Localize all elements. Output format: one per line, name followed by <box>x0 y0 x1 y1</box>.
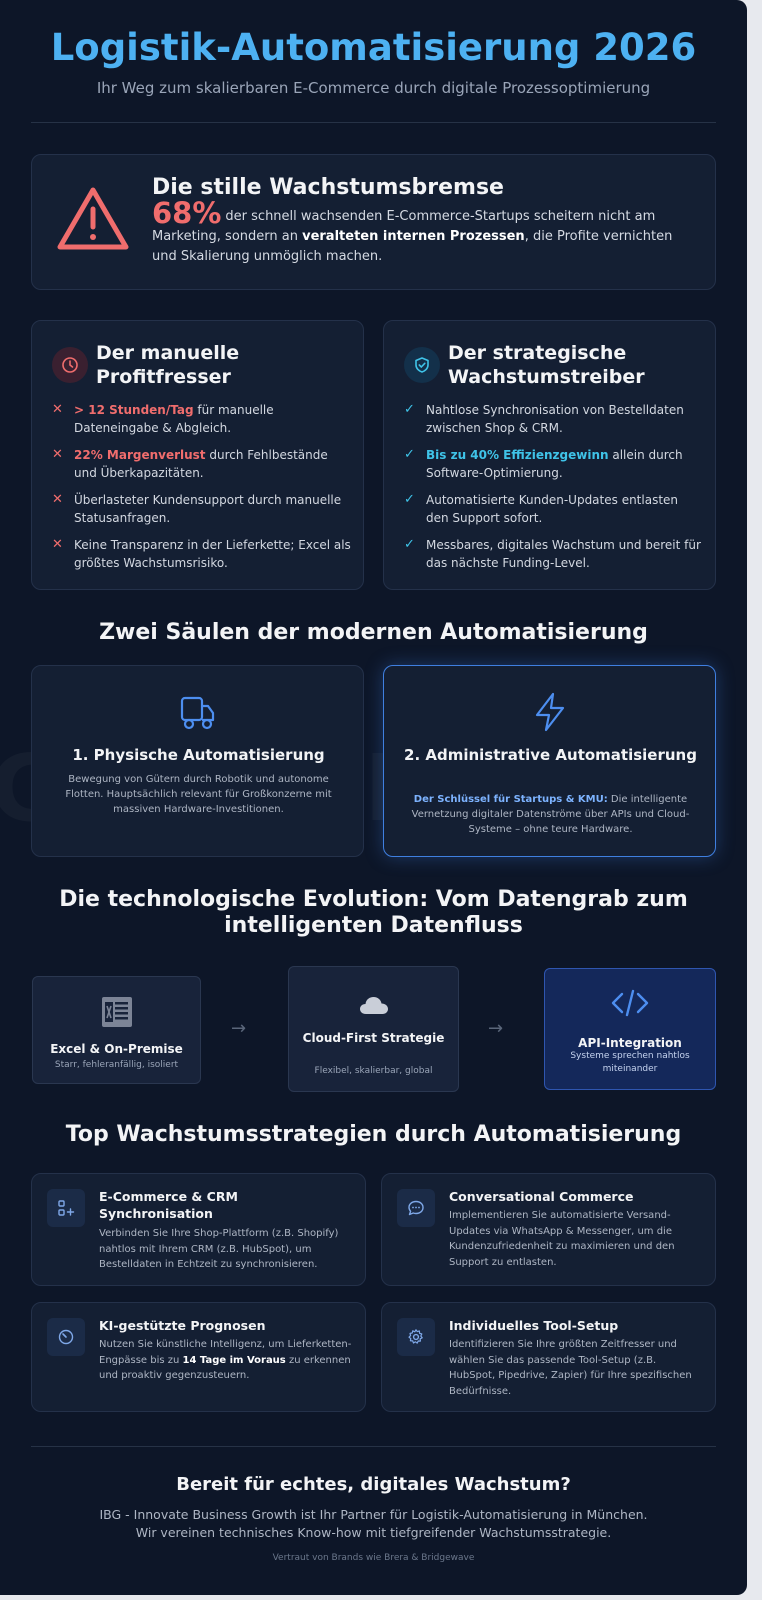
check-icon: ✓ <box>404 537 415 552</box>
strategy-card-conversational <box>381 1173 716 1286</box>
warning-triangle-icon <box>56 185 130 251</box>
page-title: Logistik-Automatisierung 2026 <box>50 26 697 69</box>
cross-icon: ✕ <box>52 492 63 507</box>
list-item <box>52 401 352 437</box>
strategies-title: Top Wachstumsstrategien durch Automatisierung <box>65 1122 682 1147</box>
gear-icon <box>397 1318 435 1356</box>
administrative-automation-text <box>402 792 699 837</box>
item-highlight: Bis zu 40% Effizienzgewinn <box>426 448 609 462</box>
evolution-step-sub: Flexibel, skalierbar, global <box>314 1066 433 1076</box>
item-text: Überlasteter Kundensupport durch manuelle Statusanfragen. <box>74 493 342 525</box>
physical-automation-text: Bewegung von Gütern durch Robotik und autonome Flotten. Hauptsächlich relevant für Großkonzerne mit massiven Hardware-Investitionen. <box>65 774 332 815</box>
strategy-text <box>99 1337 354 1384</box>
gauge-icon <box>47 1318 85 1356</box>
strategic-driver-title: Der strategische Wachstumstreiber <box>448 342 645 388</box>
item-text: Keine Transparenz in der Lieferkette; Excel als größtes Wachstumsrisiko. <box>74 538 351 570</box>
check-icon: ✓ <box>404 492 415 507</box>
growth-brake-card <box>31 154 716 290</box>
item-text: Automatisierte Kunden-Updates entlasten den Support sofort. <box>426 493 679 525</box>
cta-title: Bereit für echtes, digitales Wachstum? <box>176 1474 571 1495</box>
pillar-key-text: Der Schlüssel für Startups & KMU: <box>413 794 608 805</box>
list-item <box>404 446 704 482</box>
strategy-text: Verbinden Sie Ihre Shop-Plattform (z.B. Shopify) nahtlos mit Ihrem CRM (z.B. HubSpot), um Bestelldaten in Echtzeit zu synchronisieren. <box>99 1228 339 1270</box>
item-text: allein durch Software-Optimierung. <box>426 448 683 480</box>
spreadsheet-icon <box>33 995 200 1029</box>
cloud-icon <box>289 993 458 1017</box>
evolution-step-title: Cloud-First Strategie <box>302 1031 445 1045</box>
strategy-title: E-Commerce & CRM Synchronisation <box>99 1189 238 1221</box>
evolution-step-api <box>544 968 716 1090</box>
check-icon: ✓ <box>404 402 415 417</box>
item-highlight: > 12 Stunden/Tag <box>74 403 194 417</box>
cross-icon: ✕ <box>52 402 63 417</box>
list-item <box>52 491 352 527</box>
evolution-step-title: API-Integration <box>578 1036 682 1050</box>
cta-text <box>60 1506 687 1542</box>
evolution-step-title: Excel & On-Premise <box>50 1042 183 1056</box>
strategy-card-crm-sync <box>31 1173 366 1286</box>
strategic-list <box>404 401 704 581</box>
evolution-step-cloud <box>288 966 459 1092</box>
growth-brake-title: Die stille Wachstumsbremse <box>152 175 504 200</box>
chat-icon <box>397 1189 435 1227</box>
item-text: für manuelle Dateneingabe & Abgleich. <box>74 403 274 435</box>
pillar-body-text: Die intelligente Vernetzung digitaler Datenströme über APIs und Cloud-Systeme – ohne teure Hardware. <box>411 794 690 835</box>
list-item <box>404 536 704 572</box>
strategy-card-ai-forecast <box>31 1302 366 1412</box>
manual-profit-title: Der manuelle Profitfresser <box>96 342 240 388</box>
divider <box>31 122 716 123</box>
item-text: durch Fehlbestände und Überkapazitäten. <box>74 448 328 480</box>
item-text: Messbares, digitales Wachstum und bereit für das nächste Funding-Level. <box>426 538 701 570</box>
strategy-text-bold: 14 Tage im Voraus <box>182 1354 286 1366</box>
strategy-text-before: Nutzen Sie künstliche Intelligenz, um Lieferketten-Engpässe bis zu <box>99 1339 352 1366</box>
strategy-title: Conversational Commerce <box>449 1189 634 1204</box>
cross-icon: ✕ <box>52 537 63 552</box>
evolution-step-sub: Systeme sprechen nahtlos miteinander <box>570 1051 690 1074</box>
evolution-step-sub: Starr, fehleranfällig, isoliert <box>54 1060 179 1070</box>
administrative-automation-title: 2. Administrative Automatisierung <box>404 746 697 764</box>
brake-text-after: , die Profite vernichten und Skalierung unmöglich machen. <box>152 229 673 264</box>
strategy-text: Implementieren Sie automatisierte Versand-Updates via WhatsApp & Messenger, um die Kundenzufriedenheit zu maximieren und den Support zu entlasten. <box>449 1210 675 1268</box>
strategy-title: KI-gestützte Prognosen <box>99 1318 266 1333</box>
trust-line: Vertraut von Brands wie Brera & Bridgewave <box>272 1553 475 1563</box>
brake-text-bold: veralteten internen Prozessen <box>302 229 525 244</box>
list-item <box>52 446 352 482</box>
truck-icon <box>32 690 363 734</box>
cross-icon: ✕ <box>52 447 63 462</box>
strategy-title: Individuelles Tool-Setup <box>449 1318 619 1333</box>
shield-check-icon <box>404 347 440 383</box>
page-subtitle: Ihr Weg zum skalierbaren E-Commerce durch digitale Prozessoptimierung <box>96 79 651 97</box>
strategy-card-tool-setup <box>381 1302 716 1412</box>
cta-line-1: IBG - Innovate Business Growth ist Ihr Partner für Logistik-Automatisierung in München. <box>99 1507 648 1522</box>
item-text: Nahtlose Synchronisation von Bestelldaten zwischen Shop & CRM. <box>426 403 684 435</box>
list-item <box>404 401 704 437</box>
pillars-title: Zwei Säulen der modernen Automatisierung <box>99 620 648 645</box>
clock-icon <box>52 347 88 383</box>
physical-automation-card <box>31 665 364 857</box>
evolution-title: Die technologische Evolution: Vom Datengrab zum intelligenten Datenfluss <box>59 887 688 938</box>
sync-icon <box>47 1189 85 1227</box>
strategic-driver-card <box>383 320 716 590</box>
cta-line-2: Wir vereinen technisches Know-how mit tiefgreifender Wachstumsstrategie. <box>135 1525 612 1540</box>
manual-profit-card <box>31 320 364 590</box>
strategy-text: Identifizieren Sie Ihre größten Zeitfresser und wählen Sie das passende Tool-Setup (z.B. HubSpot, Pipedrive, Zapier) für Ihre spezifischen Bedürfnisse. <box>449 1339 692 1397</box>
arrow-right-icon: → <box>231 1018 247 1039</box>
item-highlight: 22% Margenverlust <box>74 448 206 462</box>
list-item <box>404 491 704 527</box>
manual-list <box>52 401 352 581</box>
strategy-text-after: zu erkennen und proaktiv gegenzusteuern. <box>99 1354 351 1381</box>
list-item <box>52 536 352 572</box>
evolution-step-excel <box>32 976 201 1084</box>
brake-percent: 68% <box>152 196 222 230</box>
check-icon: ✓ <box>404 447 415 462</box>
lightning-icon <box>384 690 715 734</box>
physical-automation-title: 1. Physische Automatisierung <box>72 746 325 764</box>
growth-brake-text <box>152 196 692 267</box>
arrow-right-icon: → <box>488 1018 504 1039</box>
administrative-automation-card <box>383 665 716 857</box>
brake-text-before: der schnell wachsenden E-Commerce-Startups scheitern nicht am Marketing, sondern an <box>152 209 656 244</box>
divider <box>31 1446 716 1447</box>
code-icon <box>545 987 715 1019</box>
